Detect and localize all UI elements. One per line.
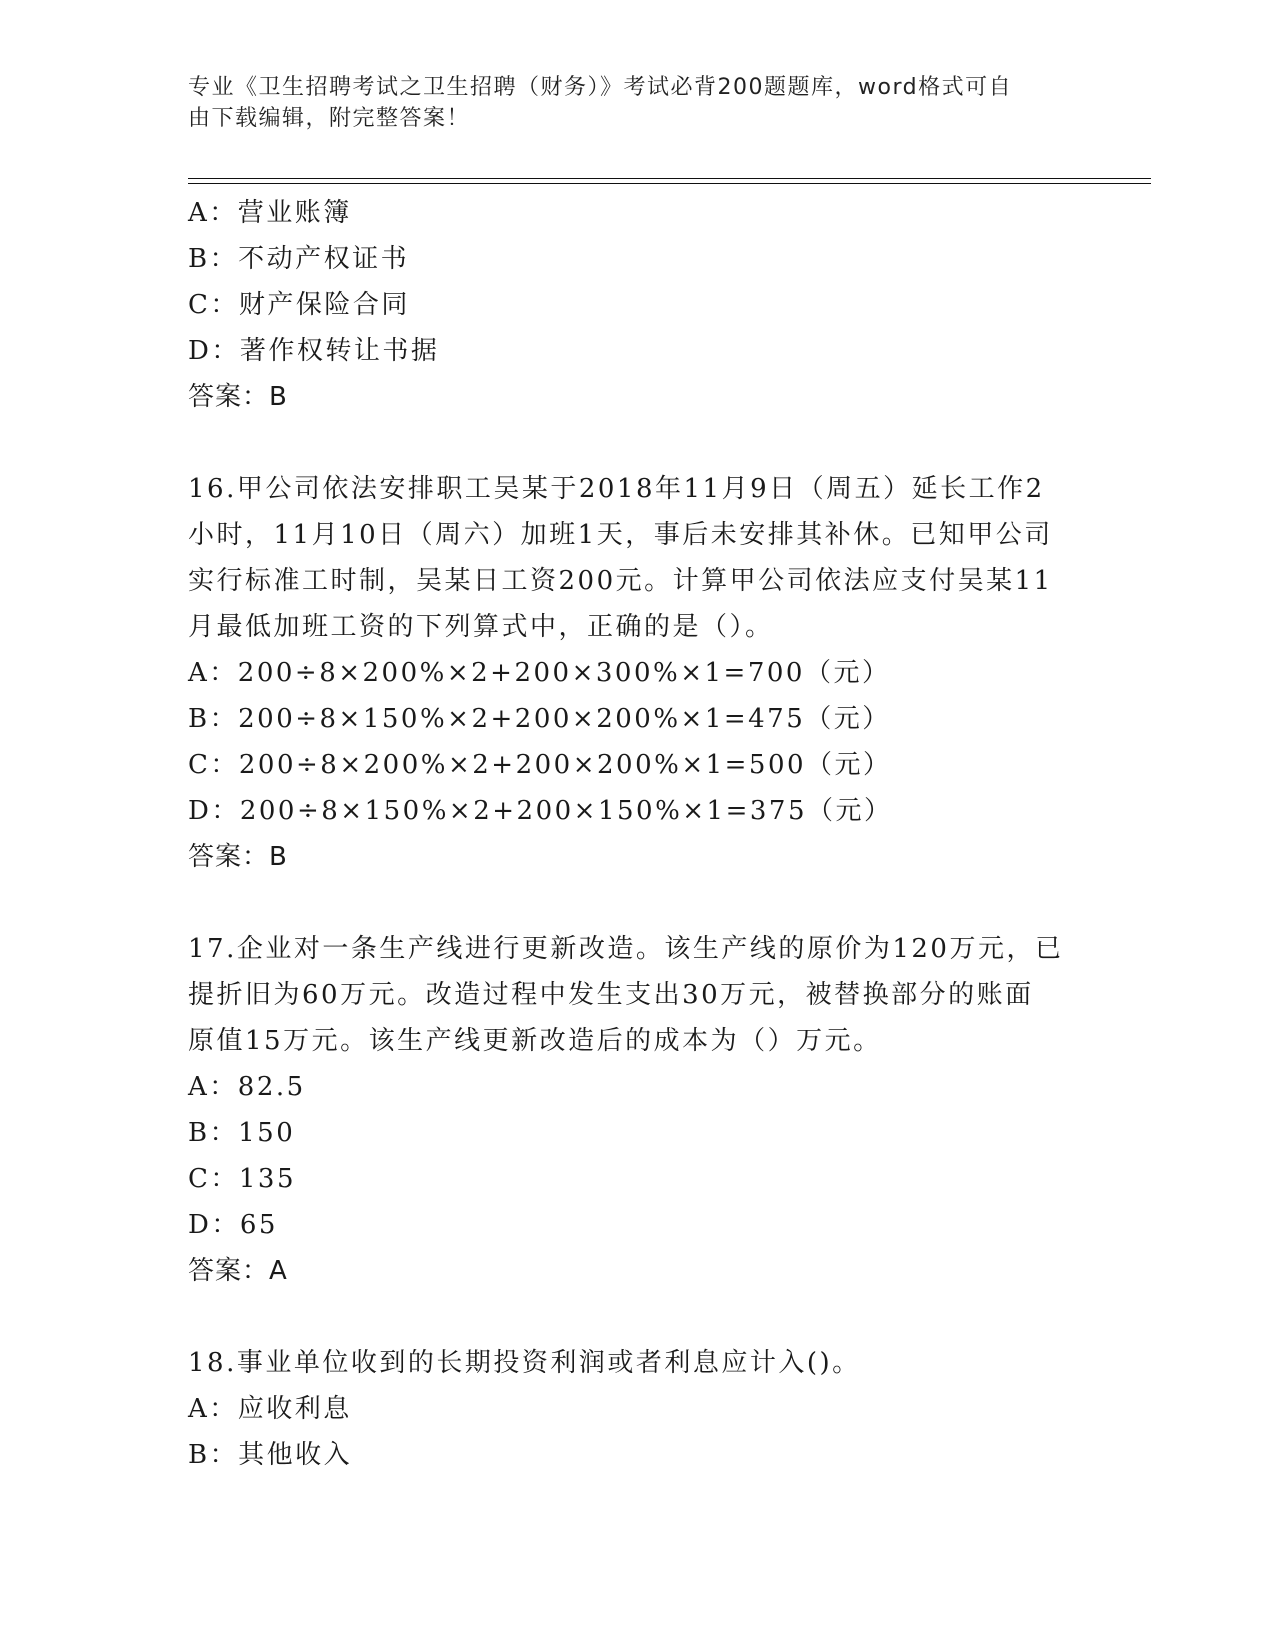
option-d: D：著作权转让书据 [188,336,440,366]
option-c: C：135 [188,1164,297,1194]
question-stem-line: 提折旧为60万元。改造过程中发生支出30万元，被替换部分的账面 [188,980,1034,1010]
spacer [188,1294,1088,1340]
answer: 答案：B [188,382,288,412]
header-divider-bottom [188,183,1151,184]
option-a: A：营业账簿 [188,198,352,228]
question-stem-line: 小时，11月10日（周六）加班1天，事后未安排其补休。已知甲公司 [188,520,1053,550]
option-d: D：65 [188,1210,278,1240]
answer: 答案：B [188,842,288,872]
question-stem-line: 17.企业对一条生产线进行更新改造。该生产线的原价为120万元，已 [188,934,1064,964]
option-a: A：82.5 [188,1072,306,1102]
question-18 [188,1340,1088,1478]
document-header [188,72,1078,134]
spacer [188,880,1088,926]
question-stem-line: 原值15万元。该生产线更新改造后的成本为（）万元。 [188,1026,882,1056]
question-15 [188,190,1088,420]
option-b: B：150 [188,1118,296,1148]
document-body [188,190,1088,1478]
option-b: B：200÷8×150%×2+200×200%×1=475（元） [188,704,891,734]
question-stem-line: 月最低加班工资的下列算式中，正确的是（）。 [188,612,774,642]
option-c: C：财产保险合同 [188,290,410,320]
question-stem-line: 18.事业单位收到的长期投资利润或者利息应计入()。 [188,1348,861,1378]
option-a: A：应收利息 [188,1394,352,1424]
question-stem-line: 16.甲公司依法安排职工吴某于2018年11月9日（周五）延长工作2 [188,474,1045,504]
answer: 答案：A [188,1256,288,1286]
question-17 [188,926,1088,1294]
spacer [188,420,1088,466]
header-line-2: 由下载编辑，附完整答案！ [188,106,471,131]
question-16 [188,466,1088,880]
option-b: B：不动产权证书 [188,244,410,274]
header-divider-top [188,178,1151,179]
option-c: C：200÷8×200%×2+200×200%×1=500（元） [188,750,892,780]
question-stem-line: 实行标准工时制，吴某日工资200元。计算甲公司依法应支付吴某11 [188,566,1053,596]
header-line-1: 专业《卫生招聘考试之卫生招聘（财务）》考试必背200题题库，word格式可自 [188,75,1013,100]
option-a: A：200÷8×200%×2+200×300%×1=700（元） [188,658,891,688]
option-d: D：200÷8×150%×2+200×150%×1=375（元） [188,796,893,826]
option-b: B：其他收入 [188,1440,353,1470]
